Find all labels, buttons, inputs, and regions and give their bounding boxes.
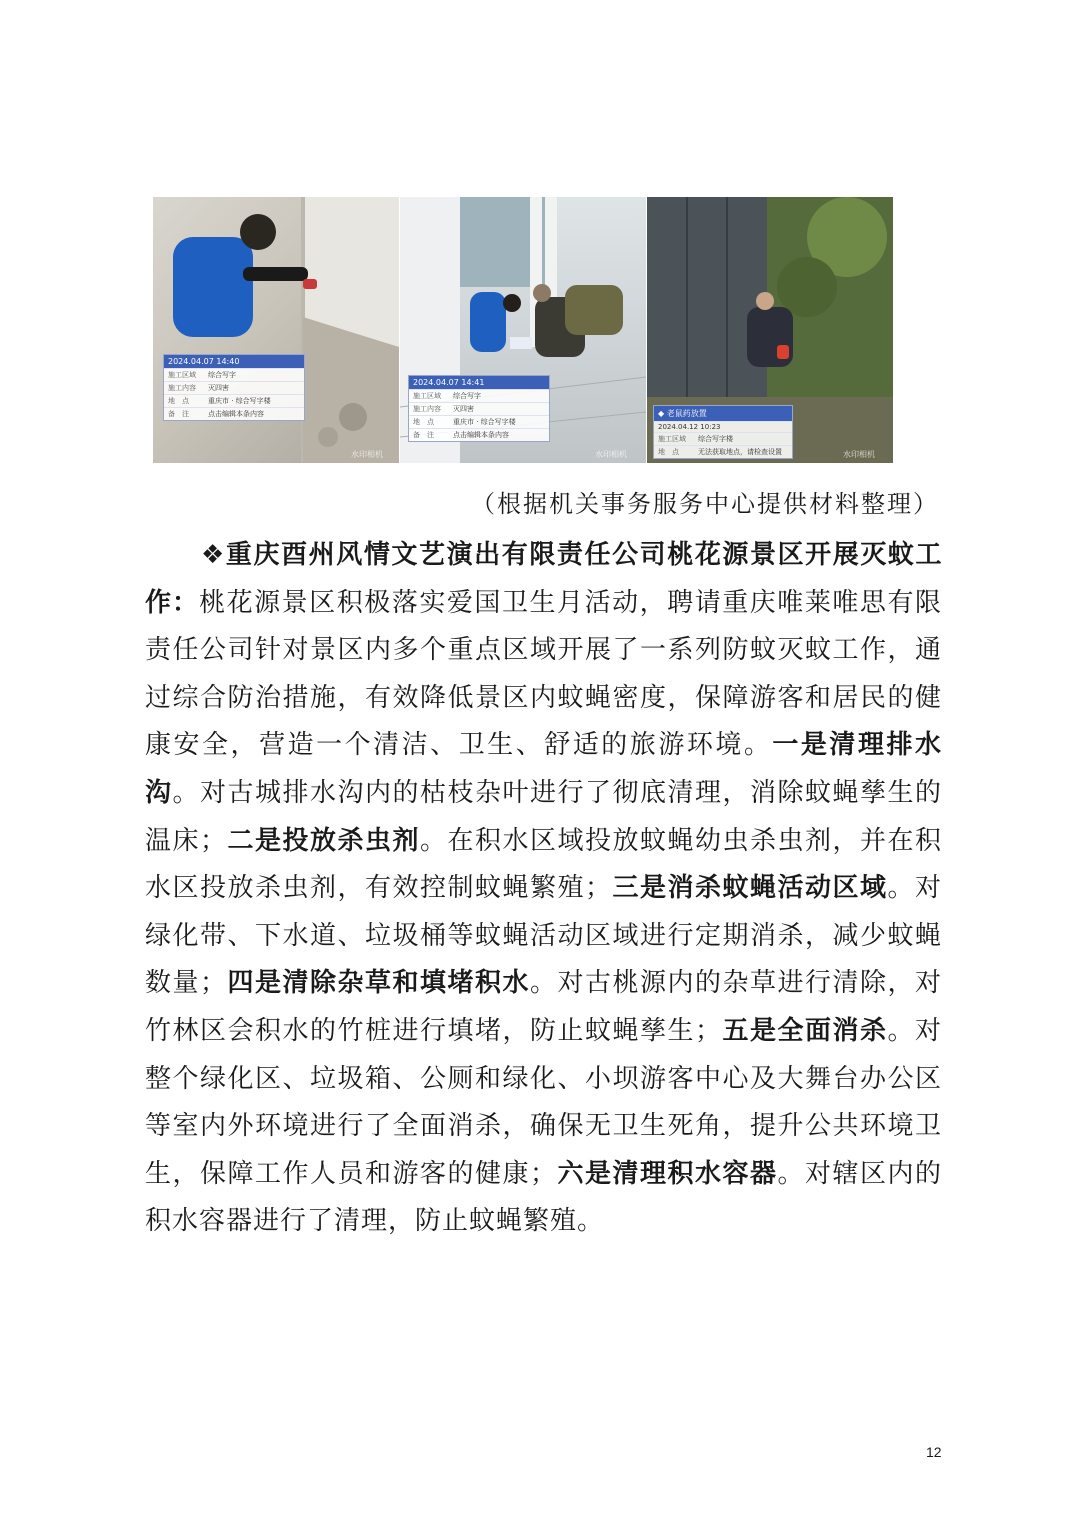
stamp-row <box>409 402 549 415</box>
stamp-row <box>409 428 549 441</box>
stamp-title: ◆ 老鼠药放置 <box>654 406 792 421</box>
stamp-row <box>654 432 792 445</box>
stamp-value: 点击编辑本条内容 <box>453 431 509 439</box>
watermark-stamp <box>163 354 305 421</box>
section-paragraph <box>145 532 942 1246</box>
stamp-row <box>164 368 304 381</box>
section-heading: 重庆酉州风情文艺演出有限责任公司桃花源景区开展灭蚊工作： <box>145 540 942 618</box>
camera-watermark: 水印相机 <box>843 450 875 459</box>
photo-strip <box>153 197 893 463</box>
stamp-key: 备 注 <box>168 410 189 418</box>
stamp-title-text: 老鼠药放置 <box>666 409 707 418</box>
photo-1-illustration <box>153 197 399 463</box>
stamp-key: 施工区域 <box>168 371 196 379</box>
stamp-row <box>409 415 549 428</box>
stamp-key: 地 点 <box>658 448 679 456</box>
stamp-time: 2024.04.07 14:41 <box>409 376 549 389</box>
point-3-text: 。对绿化带、下水道、垃圾桶等蚊蝇活动区域进行定期消杀，减少蚊蝇数量； <box>145 873 942 999</box>
section-marker: ❖ <box>201 540 226 570</box>
stamp-row <box>164 381 304 394</box>
stamp-value: 综合写字 <box>208 371 236 379</box>
page-number: 12 <box>926 1444 942 1460</box>
camera-watermark: 水印相机 <box>351 450 383 459</box>
stamp-key: 地 点 <box>168 397 189 405</box>
stamp-value: 灭四害 <box>453 405 474 413</box>
point-5-label: 五是全面消杀 <box>721 1015 888 1046</box>
point-1-text: 。对古城排水沟内的枯枝杂叶进行了彻底清理，消除蚊蝇孳生的温床； <box>145 777 942 856</box>
photo-worker-garden <box>647 197 893 463</box>
stamp-value: 综合写字 <box>453 392 481 400</box>
stamp-key: 地 点 <box>413 418 434 426</box>
stamp-row <box>164 394 304 407</box>
point-2-text: 。在积水区域投放蚊蝇幼虫杀虫剂，并在积水区投放杀虫剂，有效控制蚊蝇繁殖； <box>145 825 942 904</box>
point-6-label: 六是清理积水容器 <box>556 1158 778 1189</box>
stamp-value: 重庆市 · 综合写字楼 <box>208 397 271 405</box>
photo-workers-corridor <box>400 197 646 463</box>
photo-caption: （根据机关事务服务中心提供材料整理） <box>471 490 939 518</box>
stamp-value: 点击编辑本条内容 <box>208 410 264 418</box>
photo-worker-cleaning-wall <box>153 197 399 463</box>
stamp-value: 灭四害 <box>208 384 229 392</box>
stamp-time: 2024.04.07 14:40 <box>164 355 304 368</box>
stamp-row <box>409 389 549 402</box>
point-3-label: 三是消杀蚊蝇活动区域 <box>611 873 888 904</box>
point-5-text: 。对整个绿化区、垃圾箱、公厕和绿化、小坝游客中心及大舞台办公区等室内外环境进行了全面消杀，确保无卫生死角，提升公共环境卫生，保障工作人员和游客的健康； <box>145 1015 942 1189</box>
point-1-label: 一是清理排水沟 <box>145 730 942 808</box>
watermark-stamp <box>408 375 550 442</box>
stamp-key: 施工区域 <box>413 392 441 400</box>
stamp-key: 施工区域 <box>658 435 686 443</box>
stamp-value: 无法获取地点，请检查设置 <box>698 448 782 456</box>
point-4-text: 。对古桃源内的杂草进行清除，对竹林区会积水的竹桩进行填堵，防止蚊蝇孳生； <box>145 968 942 1046</box>
section-intro: 桃花源景区积极落实爱国卫生月活动，聘请重庆唯莱唯思有限责任公司针对景区内多个重点区域开展了一系列防蚊灭蚊工作，通过综合防治措施，有效降低景区内蚊蝇密度，保障游客和居民的健康安全，营造一个清洁、卫生、舒适的旅游环境。 <box>145 587 942 761</box>
stamp-key: 备 注 <box>413 431 434 439</box>
stamp-time: 2024.04.12 10:23 <box>654 421 792 432</box>
point-2-label: 二是投放杀虫剂 <box>227 825 420 856</box>
stamp-value: 重庆市 · 综合写字楼 <box>453 418 516 426</box>
stamp-key: 施工内容 <box>168 384 196 392</box>
watermark-stamp <box>653 405 793 459</box>
stamp-key: 施工内容 <box>413 405 441 413</box>
stamp-value: 综合写字楼 <box>698 435 733 443</box>
point-6-text: 。对辖区内的积水容器进行了清理，防止蚊蝇繁殖。 <box>145 1158 942 1237</box>
stamp-row <box>164 407 304 420</box>
point-4-label: 四是清除杂草和填堵积水 <box>227 968 530 999</box>
stamp-row <box>654 445 792 458</box>
camera-watermark: 水印相机 <box>595 450 627 459</box>
